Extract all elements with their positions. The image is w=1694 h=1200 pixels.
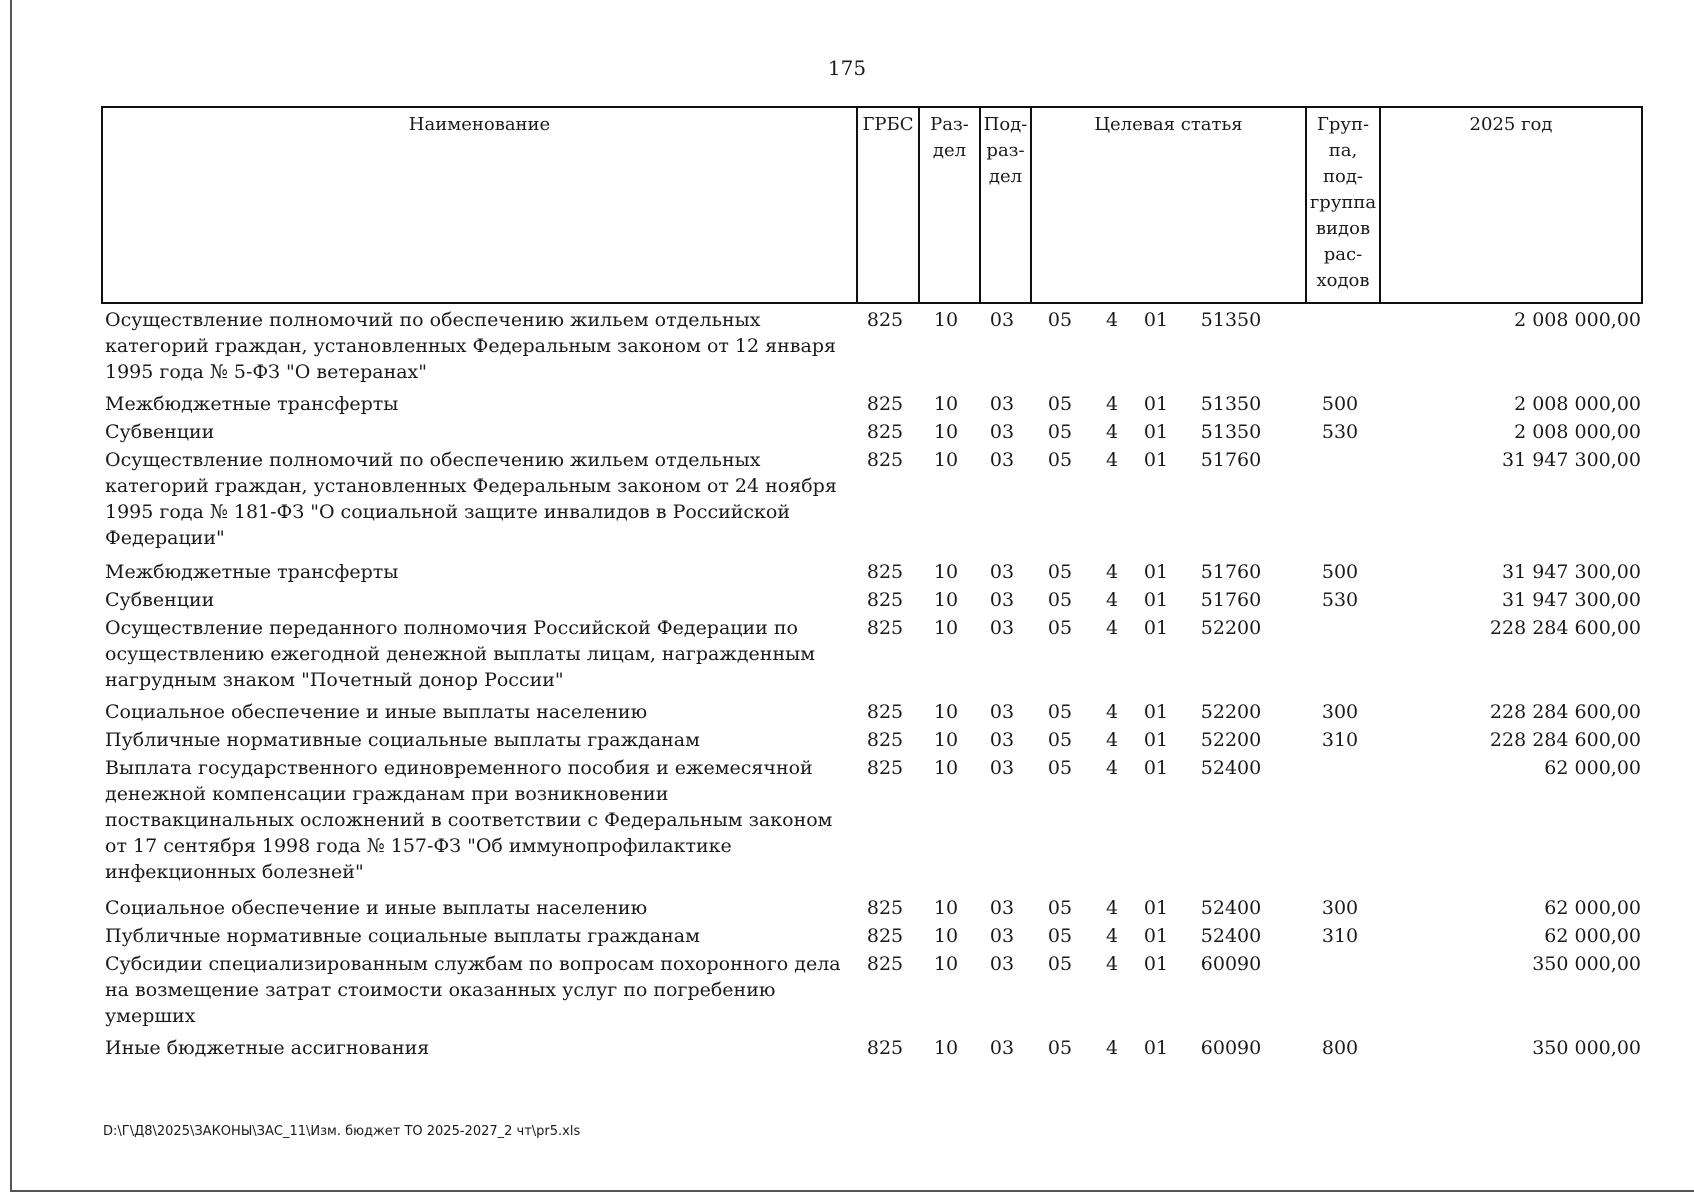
row-target-direction: 52400 (1200, 757, 1262, 779)
row-podrazdel: 03 (989, 757, 1015, 779)
row-target-program: 05 (1047, 617, 1073, 639)
row-target-program: 05 (1047, 393, 1073, 415)
row-amount: 228 284 600,00 (1489, 729, 1641, 751)
row-podrazdel: 03 (989, 561, 1015, 583)
row-grbs: 825 (866, 393, 904, 415)
row-razdel: 10 (933, 617, 959, 639)
row-target-program: 05 (1047, 729, 1073, 751)
row-podrazdel: 03 (989, 309, 1015, 331)
row-amount: 350 000,00 (1532, 953, 1641, 975)
row-razdel: 10 (933, 309, 959, 331)
footer-file-path: D:\Г\Д8\2025\ЗАКОНЫ\ЗАС_11\Изм. бюджет ТО 2025-2027_2 чт\pr5.xls (103, 1124, 581, 1139)
row-amount: 228 284 600,00 (1489, 617, 1641, 639)
row-name: Выплата государственного единовременного пособия и ежемесячной денежной компенсации гражданам при возникновении поствакцинальных осложнений в соответствии с Федеральным законом от 17 сентября 1998 года № 157-ФЗ "Об иммунопрофилактике инфекционных болезней" (105, 757, 833, 883)
row-amount: 2 008 000,00 (1514, 421, 1641, 443)
row-grbs: 825 (866, 729, 904, 751)
row-name: Осуществление переданного полномочия Российской Федерации по осуществлению ежегодной денежной выплаты лицам, награжденным нагрудным знаком "Почетный донор России" (105, 617, 816, 691)
row-target-program: 05 (1047, 1037, 1073, 1059)
row-amount: 228 284 600,00 (1489, 701, 1641, 723)
row-podrazdel: 03 (989, 897, 1015, 919)
row-amount: 350 000,00 (1532, 1037, 1641, 1059)
row-name: Субсидии специализированным службам по вопросам похоронного дела на возмещение затрат стоимости оказанных услуг по погребению умерших (105, 953, 841, 1027)
row-podrazdel: 03 (989, 421, 1015, 443)
row-target-subprogram: 01 (1143, 561, 1169, 583)
row-name: Социальное обеспечение и иные выплаты населению (105, 897, 648, 919)
row-target-subprogram: 01 (1143, 421, 1169, 443)
row-target-program: 05 (1047, 449, 1073, 471)
row-podrazdel: 03 (989, 729, 1015, 751)
row-razdel: 10 (933, 953, 959, 975)
row-target-type: 4 (1105, 421, 1119, 443)
row-target-type: 4 (1105, 309, 1119, 331)
row-target-type: 4 (1105, 449, 1119, 471)
header-name: Наименование (408, 114, 551, 135)
row-target-subprogram: 01 (1143, 953, 1169, 975)
row-podrazdel: 03 (989, 701, 1015, 723)
row-grbs: 825 (866, 1037, 904, 1059)
row-target-direction: 52200 (1200, 617, 1262, 639)
row-target-subprogram: 01 (1143, 729, 1169, 751)
row-amount: 2 008 000,00 (1514, 393, 1641, 415)
header-podrazdel: Под- раз- дел (979, 108, 1030, 302)
row-target-type: 4 (1105, 1037, 1119, 1059)
row-amount: 31 947 300,00 (1501, 589, 1641, 611)
row-podrazdel: 03 (989, 1037, 1015, 1059)
row-grbs: 825 (866, 561, 904, 583)
row-razdel: 10 (933, 897, 959, 919)
row-expense-group: 530 (1321, 421, 1359, 443)
row-grbs: 825 (866, 617, 904, 639)
row-target-type: 4 (1105, 589, 1119, 611)
row-grbs: 825 (866, 589, 904, 611)
row-target-type: 4 (1105, 757, 1119, 779)
row-razdel: 10 (933, 925, 959, 947)
row-target-direction: 51760 (1200, 449, 1262, 471)
row-amount: 62 000,00 (1544, 897, 1641, 919)
row-name: Субвенции (105, 589, 215, 611)
row-target-subprogram: 01 (1143, 925, 1169, 947)
row-razdel: 10 (933, 449, 959, 471)
row-podrazdel: 03 (989, 589, 1015, 611)
row-name: Осуществление полномочий по обеспечению жильем отдельных категорий граждан, установленных Федеральным законом от 12 января 1995 года № 5-ФЗ "О ветеранах" (105, 309, 836, 383)
row-target-program: 05 (1047, 757, 1073, 779)
row-name: Публичные нормативные социальные выплаты гражданам (105, 925, 700, 947)
row-razdel: 10 (933, 1037, 959, 1059)
row-target-type: 4 (1105, 701, 1119, 723)
row-podrazdel: 03 (989, 953, 1015, 975)
row-podrazdel: 03 (989, 449, 1015, 471)
row-target-direction: 51760 (1200, 589, 1262, 611)
row-target-subprogram: 01 (1143, 701, 1169, 723)
row-name: Межбюджетные трансферты (105, 393, 399, 415)
row-target-subprogram: 01 (1143, 449, 1169, 471)
row-name: Социальное обеспечение и иные выплаты населению (105, 701, 648, 723)
row-name: Публичные нормативные социальные выплаты гражданам (105, 729, 700, 751)
row-target-type: 4 (1105, 953, 1119, 975)
row-target-subprogram: 01 (1143, 589, 1169, 611)
row-target-program: 05 (1047, 701, 1073, 723)
row-target-program: 05 (1047, 897, 1073, 919)
row-expense-group: 530 (1321, 589, 1359, 611)
row-podrazdel: 03 (989, 925, 1015, 947)
row-name: Иные бюджетные ассигнования (105, 1037, 430, 1059)
row-grbs: 825 (866, 421, 904, 443)
row-razdel: 10 (933, 393, 959, 415)
row-target-subprogram: 01 (1143, 757, 1169, 779)
row-grbs: 825 (866, 757, 904, 779)
row-expense-group: 300 (1321, 701, 1359, 723)
row-target-type: 4 (1105, 393, 1119, 415)
row-expense-group: 310 (1321, 729, 1359, 751)
row-razdel: 10 (933, 701, 959, 723)
row-target-program: 05 (1047, 309, 1073, 331)
row-razdel: 10 (933, 757, 959, 779)
row-amount: 62 000,00 (1544, 757, 1641, 779)
row-amount: 31 947 300,00 (1501, 561, 1641, 583)
row-target-type: 4 (1105, 561, 1119, 583)
row-razdel: 10 (933, 729, 959, 751)
header-year-2025: 2025 год (1379, 108, 1641, 302)
header-razdel: Раз- дел (918, 108, 979, 302)
row-podrazdel: 03 (989, 617, 1015, 639)
row-grbs: 825 (866, 449, 904, 471)
row-target-program: 05 (1047, 953, 1073, 975)
row-grbs: 825 (866, 309, 904, 331)
row-expense-group: 310 (1321, 925, 1359, 947)
row-target-direction: 60090 (1200, 953, 1262, 975)
row-grbs: 825 (866, 701, 904, 723)
row-amount: 62 000,00 (1544, 925, 1641, 947)
row-target-direction: 51350 (1200, 309, 1262, 331)
row-target-subprogram: 01 (1143, 897, 1169, 919)
row-name: Субвенции (105, 421, 215, 443)
row-target-subprogram: 01 (1143, 393, 1169, 415)
row-target-subprogram: 01 (1143, 617, 1169, 639)
row-target-type: 4 (1105, 617, 1119, 639)
row-target-type: 4 (1105, 729, 1119, 751)
header-expense-group: Груп- па, под- группа видов рас- ходов (1305, 108, 1379, 302)
row-expense-group: 800 (1321, 1037, 1359, 1059)
row-target-direction: 52400 (1200, 925, 1262, 947)
row-target-program: 05 (1047, 589, 1073, 611)
row-expense-group: 500 (1321, 561, 1359, 583)
page-number: 175 (827, 56, 867, 80)
row-target-direction: 52200 (1200, 701, 1262, 723)
row-target-subprogram: 01 (1143, 1037, 1169, 1059)
row-target-direction: 51350 (1200, 393, 1262, 415)
row-expense-group: 500 (1321, 393, 1359, 415)
row-name: Осуществление полномочий по обеспечению жильем отдельных категорий граждан, установленных Федеральным законом от 24 ноября 1995 года № 181-ФЗ "О социальной защите инвалидов в Российской Федерации" (105, 449, 837, 549)
row-name: Межбюджетные трансферты (105, 561, 399, 583)
row-target-direction: 51760 (1200, 561, 1262, 583)
row-amount: 31 947 300,00 (1501, 449, 1641, 471)
row-target-direction: 51350 (1200, 421, 1262, 443)
header-target-article: Целевая статья (1030, 108, 1305, 302)
header-grbs: ГРБС (856, 108, 918, 302)
row-target-type: 4 (1105, 897, 1119, 919)
row-podrazdel: 03 (989, 393, 1015, 415)
row-target-type: 4 (1105, 925, 1119, 947)
row-razdel: 10 (933, 421, 959, 443)
row-amount: 2 008 000,00 (1514, 309, 1641, 331)
row-razdel: 10 (933, 561, 959, 583)
row-target-program: 05 (1047, 421, 1073, 443)
row-razdel: 10 (933, 589, 959, 611)
row-grbs: 825 (866, 925, 904, 947)
row-target-subprogram: 01 (1143, 309, 1169, 331)
row-grbs: 825 (866, 897, 904, 919)
row-grbs: 825 (866, 953, 904, 975)
row-target-program: 05 (1047, 925, 1073, 947)
row-target-direction: 52400 (1200, 897, 1262, 919)
row-target-program: 05 (1047, 561, 1073, 583)
row-target-direction: 52200 (1200, 729, 1262, 751)
row-target-direction: 60090 (1200, 1037, 1262, 1059)
row-expense-group: 300 (1321, 897, 1359, 919)
